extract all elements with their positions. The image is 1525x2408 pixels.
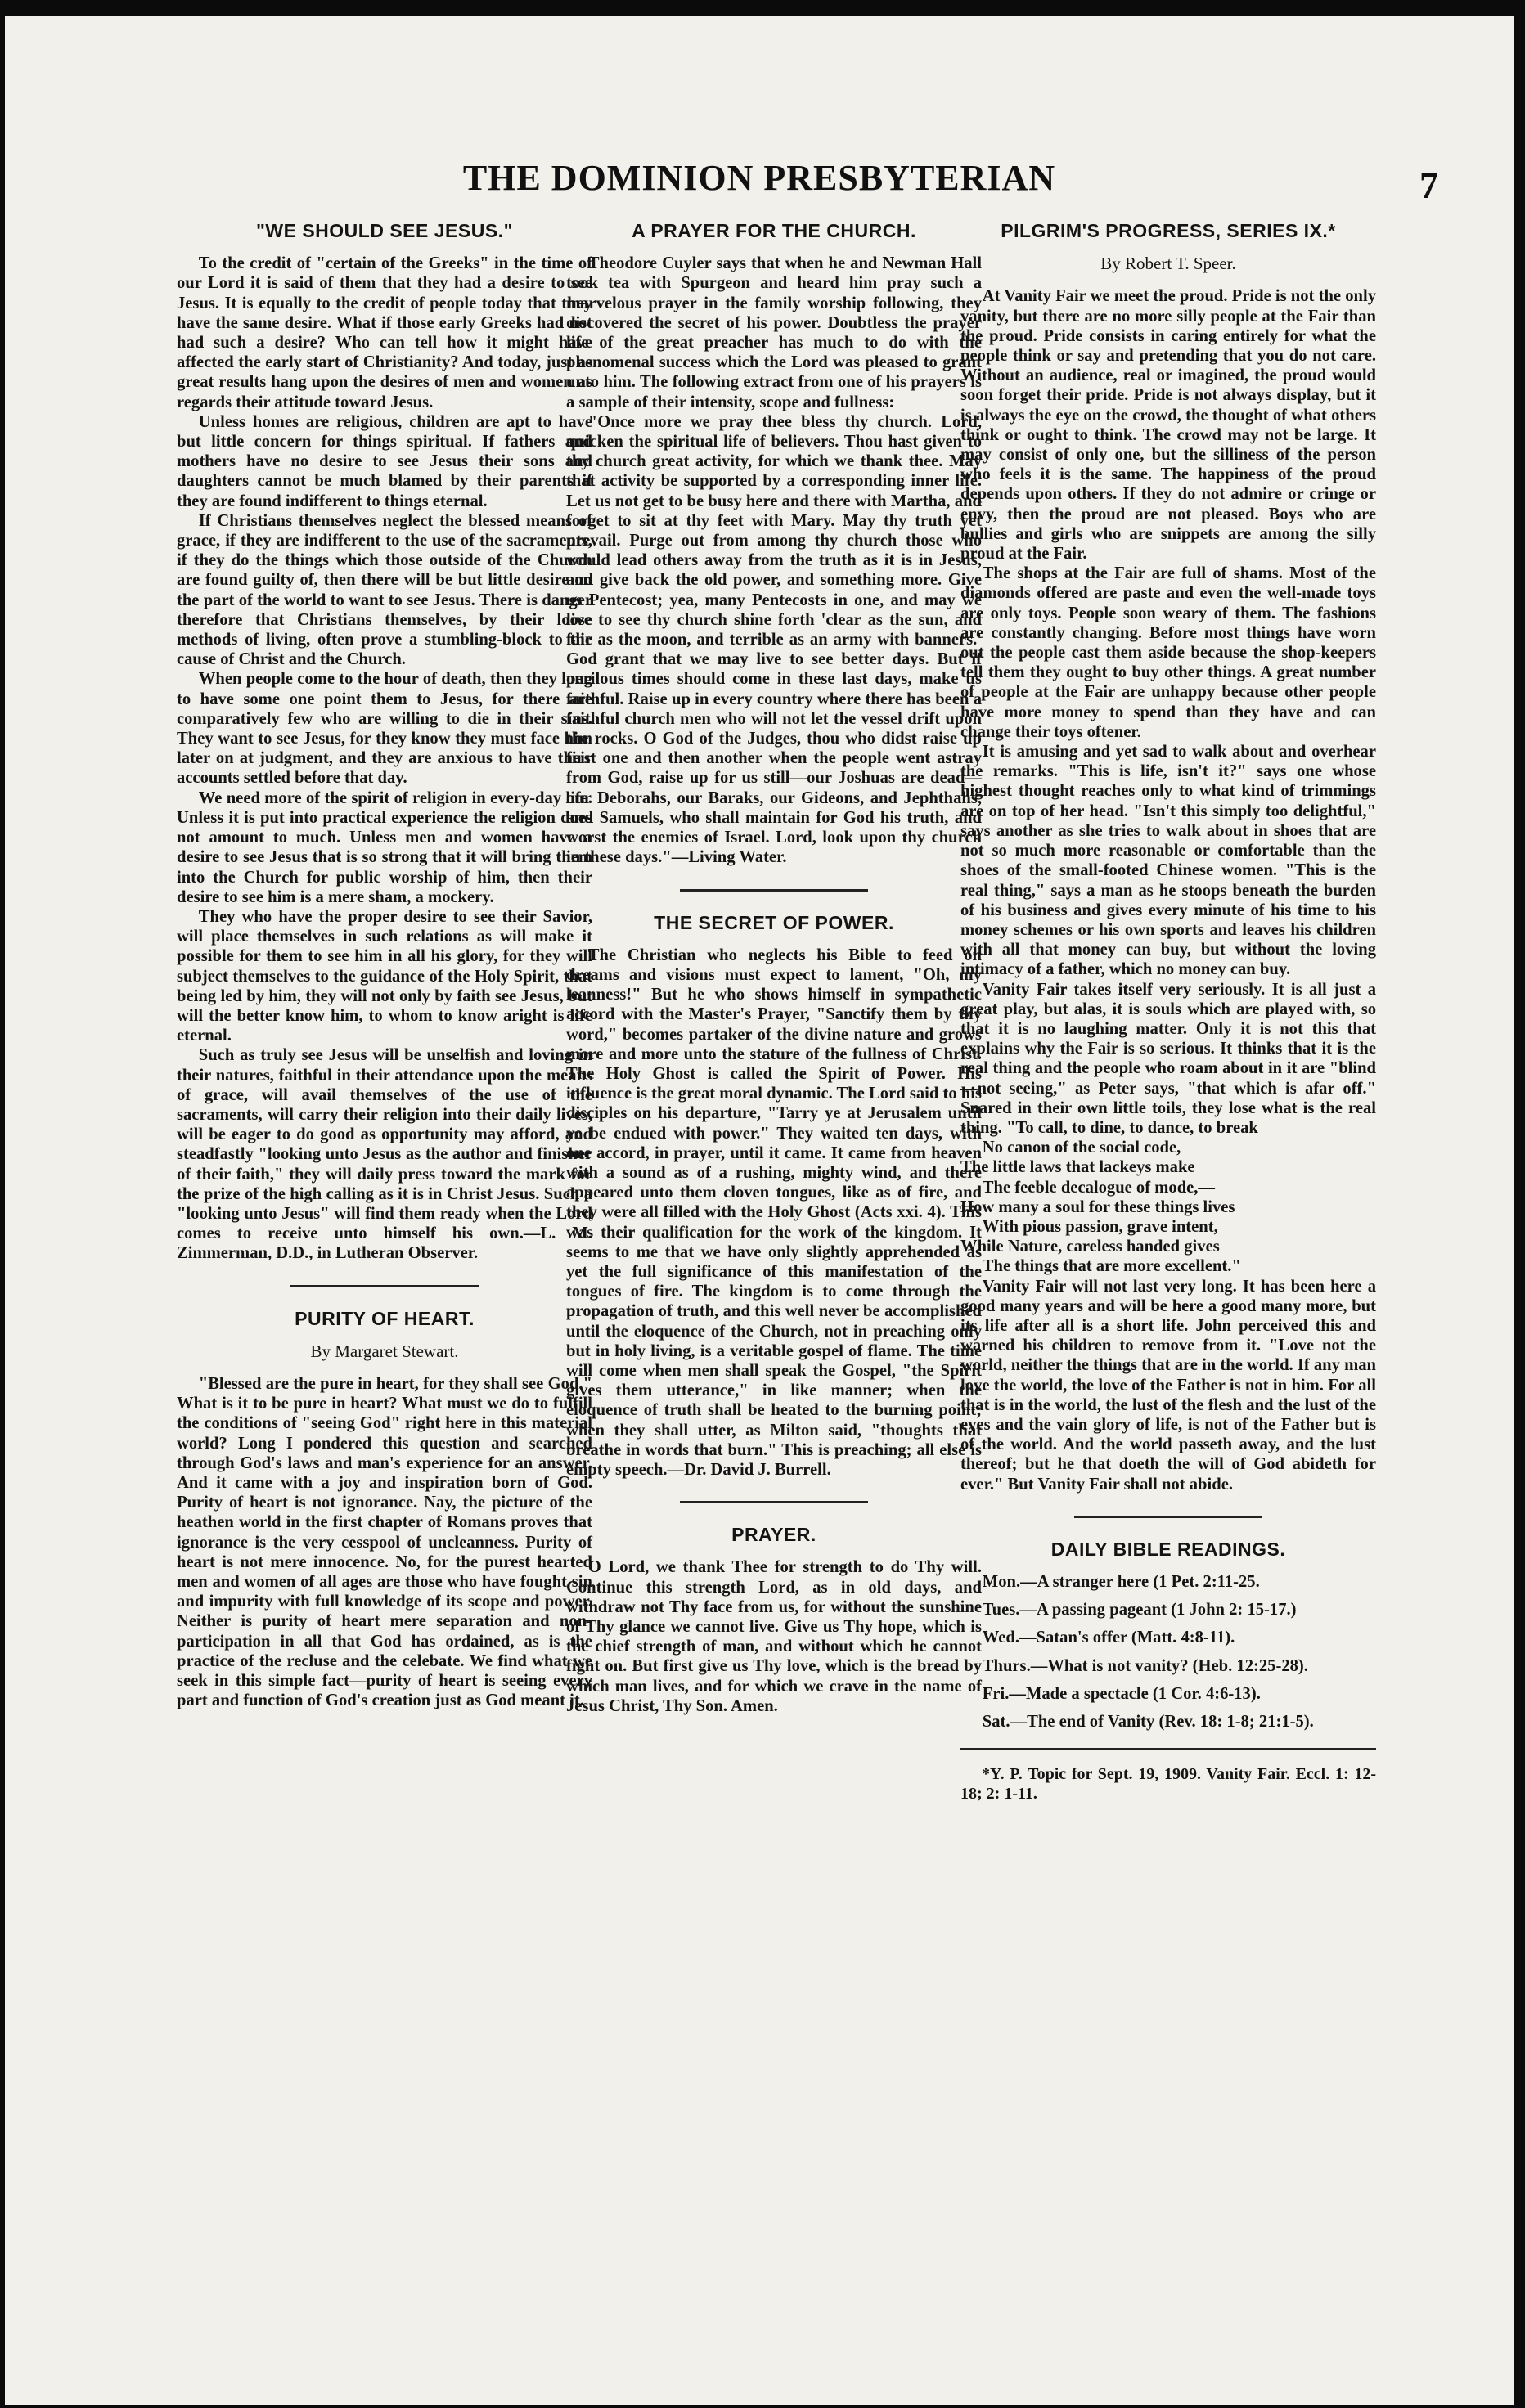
section-divider (960, 1748, 1376, 1750)
article-title: PURITY OF HEART. (295, 1307, 475, 1329)
verse-line: While Nature, careless handed gives (960, 1238, 1220, 1256)
verse-line: The things that are more excellent." (982, 1257, 1241, 1276)
reading-item: Wed.—Satan's offer (Matt. 4:8-11). (982, 1629, 1235, 1647)
paragraph: Theodore Cuyler says that when he and Newman Hall took tea with Spurgeon and heard him pray such a marvelous prayer in the family worship following, they discovered the secret of his power. Doubtless the prayer life of the great preacher has much to do with the phenomenal success which the Lord was pleased to grant unto him. The following extract from one of his prayers is a sample of their intensity, scope and fullness: (566, 254, 982, 411)
masthead: THE DOMINION PRESBYTERIAN (462, 158, 1056, 198)
article-title: THE SECRET OF POWER. (654, 911, 894, 933)
reading-item: Sat.—The end of Vanity (Rev. 18: 1-8; 21:1-5). (982, 1713, 1314, 1732)
reading-item: Fri.—Made a spectacle (1 Cor. 4:6-13). (982, 1684, 1261, 1703)
paragraph: We need more of the spirit of religion in every-day life. Unless it is put into practical experience the religion does not amount to much. Unless men and women have a desire to see Jesus that is so strong that it will bring them into the Church for public worship of him, then their desire to see him is a mere sham, a mockery. (177, 788, 592, 906)
paragraph: The Christian who neglects his Bible to feed on dreams and visions must expect to lament, "Oh, my leanness!" But he who shows himself in sympathetic accord with the Master's Prayer, "Sanctify them by thy word," becomes partaker of the divine nature and grows more and more unto the stature of the fullness of Christ. The Holy Ghost is called the Spirit of Power. His influence is the great moral dynamic. The Lord said to his disciples on his departure, "Tarry ye at Jerusalem until ye be endued with power." They waited ten days, with one accord, in prayer, until it came. It came from heaven with a sound as of a rushing, mighty wind, and there appeared unto them cloven tongues, like as of fire, and they were all filled with the Holy Ghost (Acts xxi. 4). This was their qualification for the work of the kingdom. It seems to me that we have only slightly apprehended as yet the full significance of this manifestation of the tongues of fire. The kingdom is to come through the propagation of truth, and this well never be accomplished until the eloquence of the Church, not in preaching only but in holy living, is a veritable gospel of flame. The time will come when men shall speak the Gospel, "the Spirit gives them utterance," in like manner; when the eloquence of truth shall be heated to the burning point; when they shall utter, as Milton said, "thoughts that breathe in words that burn." This is preaching; all else is empty speech.—Dr. David J. Burrell. (566, 946, 982, 1479)
section-divider (680, 889, 868, 892)
footnote: *Y. P. Topic for Sept. 19, 1909. Vanity Fair. Eccl. 1: 12-18; 2: 1-11. (960, 1765, 1376, 1804)
paragraph: At Vanity Fair we meet the proud. Pride is not the only vanity, but there are no more silly people at the Fair than the proud. Pride consists in caring entirely for what the people think or say and pretending that you do not care. Without an audience, real or imagined, the proud would soon forget their pride. Pride is not always display, but it is always the eye on the crowd, the thought of what others think or ought to think. The crowd may not be large. It may consist of only one, but the silliness of the person who feels it is the same. The happiness of the proud depends upon others. If they do not admire or cringe or envy, then the proud are not pleased. Boys who are bullies and girls who are snippets are among the silly proud at the Fair. (960, 287, 1376, 564)
article-title: "WE SHOULD SEE JESUS." (256, 220, 513, 241)
section-divider (290, 1285, 479, 1287)
section-divider (680, 1501, 868, 1503)
column-3 (960, 221, 1376, 1804)
verse-line: How many a soul for these things lives (960, 1197, 1235, 1216)
reading-item: Tues.—A passing pageant (1 John 2: 15-17.) (982, 1601, 1297, 1620)
reading-item: Mon.—A stranger here (1 Pet. 2:11-25. (982, 1573, 1260, 1591)
byline: By Margaret Stewart. (310, 1341, 459, 1361)
article-title: PRAYER. (731, 1524, 816, 1546)
paragraph: When people come to the hour of death, then they long to have some one point them to Jesus, for there are comparatively few who are willing to die in their sins. They want to see Jesus, for they know they must face him later on at judgment, and they are anxious to have their accounts settled before that day. (177, 670, 592, 788)
column-2 (566, 221, 982, 1716)
paragraph: "Blessed are the pure in heart, for they shall see God." What is it to be pure in heart? What must we do to fulfill the conditions of "seeing God" right here in this material world? Long I pondered this question and searched through God's laws and man's experience for an answer. And it came with a joy and inspiration born of God. Purity of heart is not ignorance. Nay, the picture of the heathen world in the first chapter of Romans proves that ignorance is the very cesspool of uncleanness. Purity of heart is not mere innocence. No, for the purest hearted men and women of all ages are those who have fought sin and impurity with full knowledge of its scope and power. Neither is purity of heart mere separation and non-participation in all that God has ordained, as is the practice of the recluse and the celebate. We find what we seek in this simple fact—purity of heart is seeing every part and function of God's creation just as God meant it. (177, 1374, 592, 1710)
article-title: PILGRIM'S PROGRESS, SERIES IX.* (1001, 220, 1336, 241)
section-divider (1074, 1516, 1262, 1518)
paragraph: They who have the proper desire to see their Savior, will place themselves in such relations as will make it possible for them to see him in all his glory, for they will subject themselves to the guidance of the Holy Spirit, that being led by him, they will not only by faith see Jesus, but will the better know him, to whom to know aright is life eternal. (177, 907, 592, 1045)
paragraph: The shops at the Fair are full of shams. Most of the diamonds offered are paste and even the well-made toys are only toys. People soon weary of them. The fashions are constantly changing. Before most things have worn out the people cast them aside because the shop-keepers tell them they ought to buy other things. A great number of people at the Fair are unhappy because other people have more money to spend than they have and can change their toys oftener. (960, 564, 1376, 741)
article-title: DAILY BIBLE READINGS. (1050, 1538, 1286, 1560)
page-number: 7 (1419, 164, 1438, 206)
paragraph: It is amusing and yet sad to walk about and overhear the remarks. "This is life, isn't it?" says one whose highest thought reaches only to what kind of trimmings are on top of her head. "Isn't this simply too delightful," says another as she tries to walk about in shoes that are not so much more reasonable or comfortable than the shoes of the small-footed Chinese women. "This is the real thing," says a man as he stoops beneath the burden of his business and gives every minute of his time to his money schemes or his own sports and leaves his children with all that money can buy, but without the loving intimacy of a father, which no money can buy. (960, 743, 1376, 979)
paragraph: "Once more we pray thee bless thy church. Lord, quicken the spiritual life of believers. Thou hast given to thy church great activity, for which we thank thee. May that activity be supported by a corresponding inner life. Let us not get to be busy here and there with Martha, and forget to sit at thy feet with Mary. May thy truth yet prevail. Purge out from among thy church those who would lead others away from the truth as it is in Jesus, and give back the old power, and something more. Give us Pentecost; yea, many Pentecosts in one, and may we live to see thy church shine forth 'clear as the sun, and fair as the moon, and terrible as an army with banners.' God grant that we may live to see better days. But if perilous times should come in these last days, make us faithful. Raise up in every country where there has been a faithful church men who will not let the vessel drift upon the rocks. O God of the Judges, thou who didst raise up first one and then another when the people went astray from God, raise up for us still—our Joshuas are dead—our Deborahs, our Baraks, our Gideons, and Jephthahs, and Samuels, who shall maintain for God his truth, and worst the enemies of Israel. Lord, look upon thy church in these days."—Living Water. (566, 412, 982, 867)
paragraph: If Christians themselves neglect the blessed means of grace, if they are indifferent to the use of the sacraments, if they do the things which those outside of the Church are found guilty of, then there will be but little desire on the part of the world to want to see Jesus. There is danger therefore that Christians themselves, by their loose methods of living, often prove a stumbling-block to the cause of Christ and the Church. (177, 511, 592, 669)
byline: By Robert T. Speer. (1100, 254, 1236, 274)
paragraph: Such as truly see Jesus will be unselfish and loving in their natures, faithful in their attendance upon the means of grace, will avail themselves of the use of the sacraments, will carry their religion into their daily lives, will be eager to do good as opportunity may afford, and steadfastly "looking unto Jesus as the author and finisher of their faith," they will daily press toward the mark for the prize of the high calling as it is in Christ Jesus. Such a "looking unto Jesus" will find them ready when the Lord comes to receive unto himself his own.—L. M. Zimmerman, D.D., in Lutheran Observer. (177, 1046, 592, 1263)
verse-line: The feeble decalogue of mode,— (982, 1178, 1216, 1197)
paragraph: Vanity Fair takes itself very seriously. It is all just a great play, but alas, it is souls which are played with, so that it is no laughing matter. Only it is not this that explains why the Fair is so serious. It thinks that it is the real thing and the people who roam about in it are "blind—not seeing," as Peter says, "that which is afar off." Snared in their own little toils, they lose what is the real thing. "To call, to dine, to dance, to break (960, 980, 1376, 1137)
reading-item: Thurs.—What is not vanity? (Heb. 12:25-28). (982, 1656, 1308, 1675)
paragraph: Vanity Fair will not last very long. It has been here a good many years and will be here a good many more, but its life after all is a short life. John perceived this and warned his children to remove from it. "Love not the world, neither the things that are in the world. If any man love the world, the love of the Father is not in him. For all that is in the world, the lust of the flesh and the lust of the eyes and the vain glory of life, is not of the Father but is of the world. And the world passeth away, and the lust thereof; but he that doeth the will of God abideth for ever." But Vanity Fair shall not abide. (960, 1277, 1376, 1494)
column-1 (177, 221, 592, 1710)
article-title: A PRAYER FOR THE CHURCH. (632, 220, 916, 241)
newspaper-page (5, 16, 1514, 2405)
verse-line: No canon of the social code, (982, 1139, 1181, 1157)
verse-line: With pious passion, grave intent, (982, 1217, 1218, 1236)
verse-line: The little laws that lackeys make (960, 1158, 1195, 1177)
paragraph: O Lord, we thank Thee for strength to do Thy will. Continue this strength Lord, as in old days, and withdraw not Thy face from us, for without the sunshine of Thy glance we cannot live. Give us Thy hope, which is the chief strength of man, and without which he cannot fight on. But first give us Thy love, which is the bread by which man lives, and for which we crave in the name of Jesus Christ, Thy Son. Amen. (566, 1558, 982, 1715)
paragraph: Unless homes are religious, children are apt to have but little concern for things spiritual. If fathers and mothers have no desire to see Jesus their sons and daughters cannot be much blamed by their parents if they are found indifferent to things eternal. (177, 412, 592, 510)
paragraph: To the credit of "certain of the Greeks" in the time of our Lord it is said of them that they had a desire to see Jesus. It is equally to the credit of people today that they have the same desire. What if those early Greeks had not had such a desire? Who can tell how it might have affected the early start of Christianity? And today, just as great results hang upon the desires of men and women as regards their attitude toward Jesus. (177, 254, 592, 411)
